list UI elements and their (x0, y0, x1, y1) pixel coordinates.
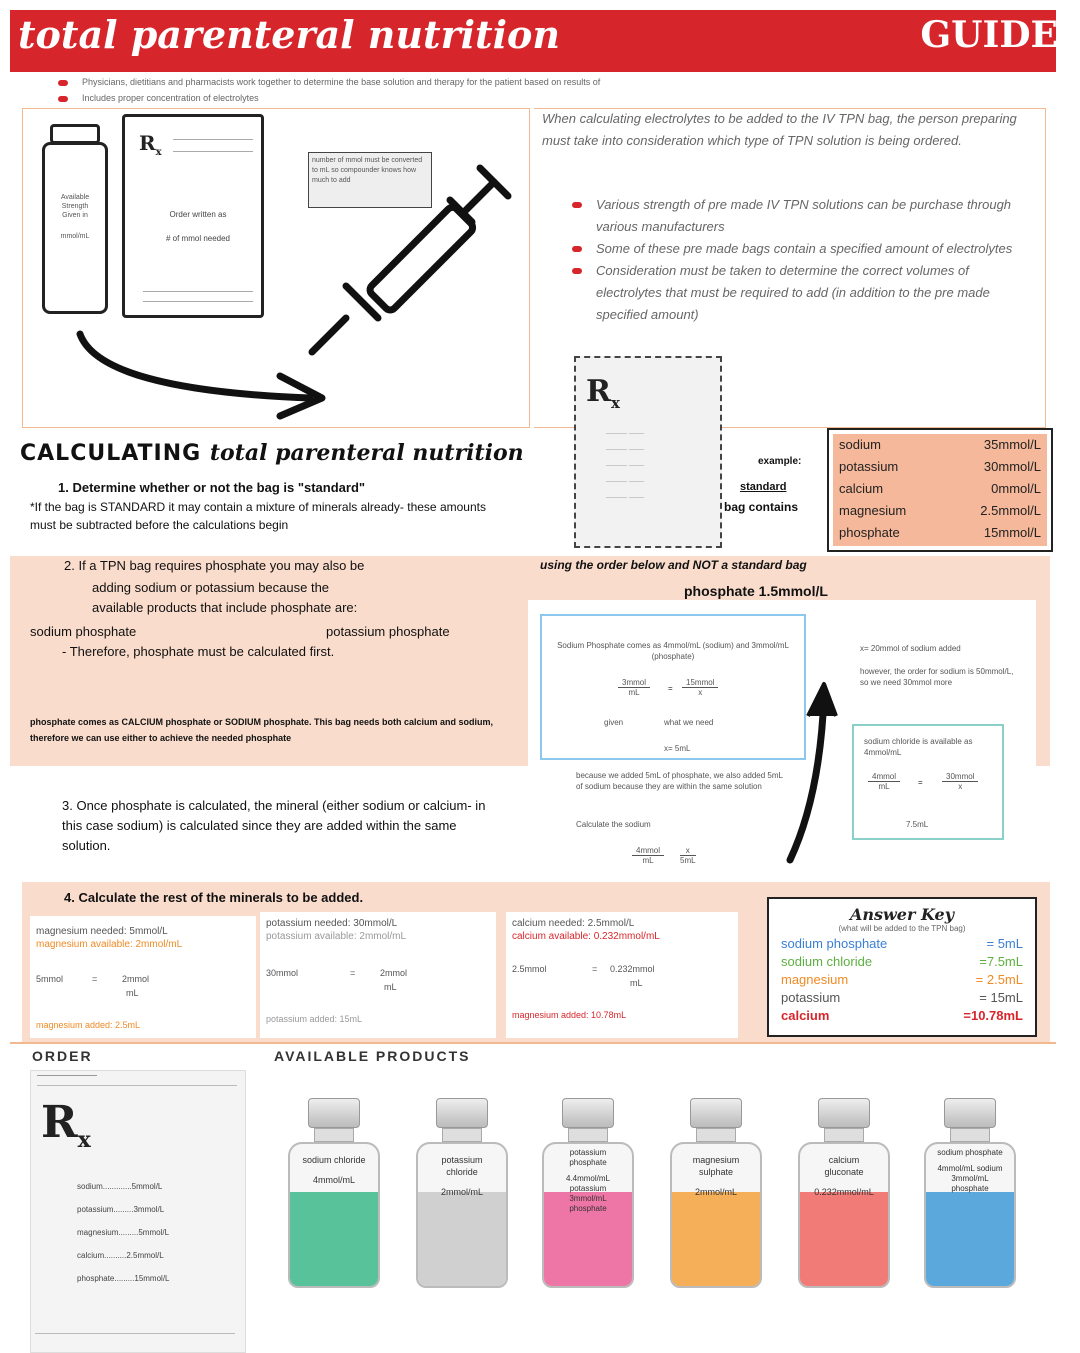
list-item: Some of these pre made bags contain a specified amount of electrolytes (572, 238, 1038, 260)
step-1: 1. Determine whether or not the bag is "standard" (58, 480, 366, 495)
step-3: 3. Once phosphate is calculated, the mineral (either sodium or calcium- in this case sodium) is calculated since they are added within the same solution. (62, 798, 486, 853)
rx-icon: $R_x$ (139, 131, 162, 158)
conversion-note: number of mmol must be converted to mL so compounder knows how much to add (308, 152, 432, 208)
calcium-calc-box: calcium needed: 2.5mmol/L calcium available: 0.232mmol/mL 2.5mmol = 0.232mmol mL magnesium added: 10.78mL (506, 912, 738, 1038)
rx-form-example: $R_x$ ————· ——— ————· ——— ————· ——— ————· ——— ————· ——— (574, 356, 722, 548)
answer-key (767, 897, 1037, 1037)
answer-row: calcium =10.78mL (781, 1008, 1023, 1023)
answer-key-subtitle: (what will be added to the TPN bag) (838, 924, 966, 933)
product-sodium-phosphate: sodium phosphate (30, 624, 137, 639)
intro-bullet-2: Includes proper concentration of electrolytes (58, 92, 259, 104)
vial-sodium-phosphate: sodium phosphate 4mmol/mL sodium 3mmol/mL phosphate (924, 1098, 1016, 1288)
mineral-row: magnesium 2.5mmol/L (839, 503, 1041, 518)
sodium-fraction: $\frac{x}{5mL}$ (680, 846, 696, 865)
intro-bullet-1: Physicians, dietitians and pharmacists work together to determine the base solution and therapy for the patient based on results of (58, 76, 1048, 88)
step-4: 4. Calculate the rest of the minerals to be added. (64, 890, 364, 905)
order-label: ORDER (32, 1048, 93, 1064)
sodium-fraction: 4mmol mL (632, 846, 664, 865)
page-title: total parenteral nutrition (18, 12, 561, 57)
answer-row: magnesium = 2.5mL (781, 972, 1023, 987)
step-2-line1: 2. If a TPN bag requires phosphate you may also be (64, 558, 365, 573)
answer-row: sodium phosphate = 5mL (781, 936, 1023, 951)
standard-label: standard (740, 481, 787, 493)
vial-potassium-chloride: potassium chloride 2mmol/mL (416, 1098, 508, 1288)
list-item: Various strength of pre made IV TPN solutions can be purchase through various manufacturers (572, 194, 1038, 238)
order-form: $R_x$ sodium.............5mmol/L potassium.........3mmol/L magnesium.........5mmol/L calcium..........2.5mmol/L phosphate.........15mmol/L (30, 1070, 246, 1353)
answer-key-title: Answer Key (849, 905, 955, 924)
mineral-row: potassium 30mmol/L (839, 459, 1041, 474)
phosphate-note: phosphate comes as CALCIUM phosphate or SODIUM phosphate. This bag needs both calcium and sodium, therefore we can use either to achieve the needed phosphate (30, 717, 494, 743)
step-2-line3: available products that include phosphate are: (92, 600, 358, 615)
rx-icon: $R_x$ (586, 374, 620, 412)
vial-sodium-chloride: sodium chloride 4mmol/mL (288, 1098, 380, 1288)
section-title: CALCULATING total parenteral nutrition (20, 440, 524, 466)
vial-magnesium-sulphate: magnesium sulphate 2mmol/mL (670, 1098, 762, 1288)
info-bullets (572, 194, 1038, 326)
standard-bag-minerals (827, 428, 1053, 552)
mineral-row: phosphate 15mmol/L (839, 525, 1041, 540)
sodium-phosphate-box: Sodium Phosphate comes as 4mmol/mL (sodium) and 3mmol/mL (phosphate) 3mmol mL = 15mmol x given what we need x= 5mL (540, 614, 806, 760)
mineral-row: sodium 35mmol/L (839, 437, 1041, 452)
curved-arrow-icon (60, 320, 340, 420)
step-2-line2: adding sodium or potassium because the (92, 580, 330, 595)
potassium-calc-box: potassium needed: 30mmol/L potassium available: 2mmol/mL 30mmol = 2mmol mL potassium added: 15mL (260, 912, 496, 1038)
order-instruction: using the order below and NOT a standard bag (540, 558, 807, 572)
magnesium-calc-box: magnesium needed: 5mmol/L magnesium available: 2mmol/mL 5mmol = 2mmol mL magnesium added: 2.5mL (30, 916, 256, 1038)
step-2-therefore: - Therefore, phosphate must be calculated first. (62, 644, 335, 659)
bag-contains-label: bag contains (724, 500, 799, 514)
added-note: because we added 5mL of phosphate, we also added 5mL of sodium because they are within the same solution (576, 771, 783, 791)
vial-potassium-phosphate: potassium phosphate 4.4mmol/mL potassium 3mmol/mL phosphate (542, 1098, 634, 1288)
bullet-icon (58, 96, 68, 102)
vial-outline: Available Strength Given in mmol/mL (42, 142, 108, 314)
mineral-row: calcium 0mmol/L (839, 481, 1041, 496)
intro-paragraph: When calculating electrolytes to be added to the IV TPN bag, the person preparing must take into consideration which type of TPN solution is being ordered. (542, 111, 1017, 148)
sodium-need-note: however, the order for sodium is 50mmol/L, so we need 30mmol more (860, 667, 1014, 687)
phosphate-heading: phosphate 1.5mmol/L (684, 583, 828, 599)
answer-row: sodium chloride =7.5mL (781, 954, 1023, 969)
rx-icon: $R_x$ (41, 1097, 91, 1153)
section-divider (10, 1042, 1056, 1044)
step-1-note: *If the bag is STANDARD it may contain a mixture of minerals already- these amounts must be subtracted before the calculations begin (30, 500, 486, 532)
clipboard-icon: $R_x$ Order written as # of mmol needed (122, 114, 264, 318)
example-label: example: (758, 456, 802, 467)
vial-cap-outline (50, 124, 100, 144)
sodium-added-label: x= 20mmol of sodium added (860, 644, 961, 653)
list-item: Consideration must be taken to determine the correct volumes of electrolytes that must be required to add (in addition to the pre made specified amount) (572, 260, 1038, 326)
guide-label: GUIDE (920, 14, 1058, 56)
calc-sodium-label: Calculate the sodium (576, 820, 651, 829)
product-potassium-phosphate: potassium phosphate (326, 624, 450, 639)
up-arrow-icon (780, 676, 840, 866)
bullet-icon (58, 80, 68, 86)
sodium-chloride-box: sodium chloride is available as 4mmol/mL 4mmol mL = 30mmol x 7.5mL (852, 724, 1004, 840)
answer-row: potassium = 15mL (781, 990, 1023, 1005)
vial-calcium-gluconate: calcium gluconate 0.232mmol/mL (798, 1098, 890, 1288)
products-label: AVAILABLE PRODUCTS (274, 1048, 471, 1064)
syringe-icon (300, 160, 520, 370)
